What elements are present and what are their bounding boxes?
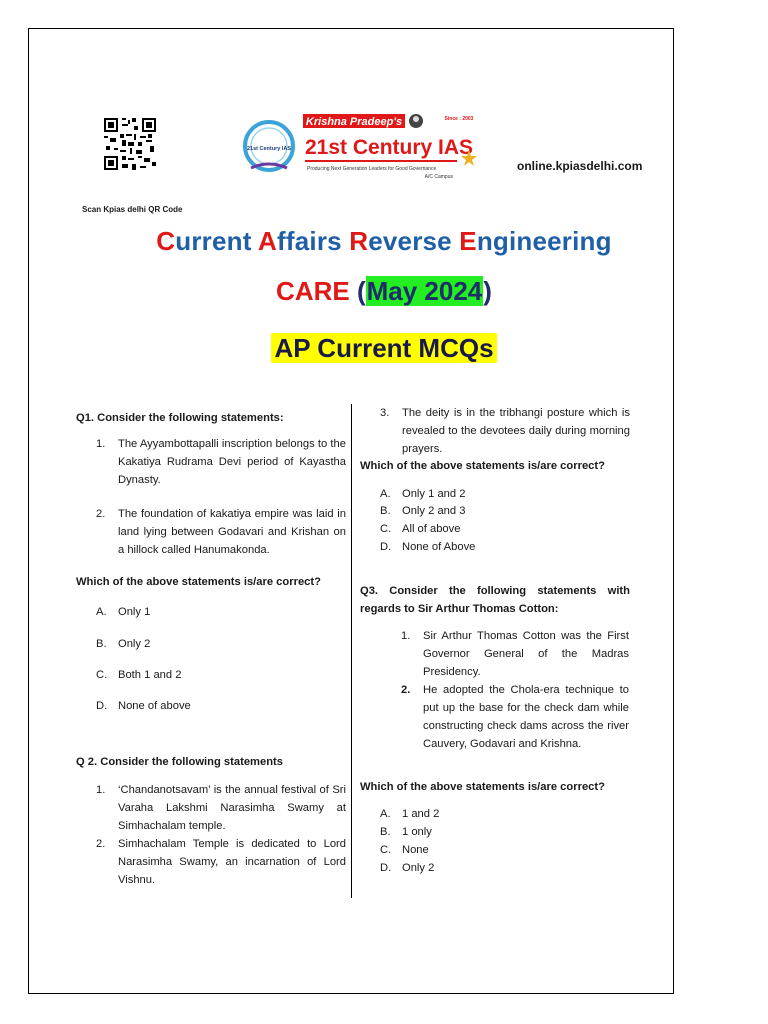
q3-statement: 1. Sir Arthur Thomas Cotton was the First Governor General of the Madras Presidency.	[401, 630, 629, 678]
q3-heading: Q3. Consider the following statements with regards to Sir Arthur Thomas Cotton:	[360, 585, 630, 615]
q3-option[interactable]: D. Only 2	[380, 862, 435, 874]
q1-option[interactable]: A. Only 1	[96, 606, 151, 618]
q2-option[interactable]: A. Only 1 and 2	[380, 488, 466, 500]
q3-option[interactable]: C. None	[380, 844, 429, 856]
q1-option[interactable]: D. None of above	[96, 700, 191, 712]
month-highlight: May 2024	[366, 276, 483, 306]
institute-logo	[243, 108, 483, 184]
title-care	[0, 276, 768, 307]
title-word: everse	[368, 226, 460, 256]
q2-statement: 3. The deity is in the tribhangi posture which is revealed to the devotees daily during morning prayers.	[380, 407, 630, 455]
care-label: CARE	[276, 276, 357, 306]
q1-statement: 2. The foundation of kakatiya empire was laid in land lying between Godavari and Krishan on a hillock called Hanumakonda.	[96, 508, 346, 556]
title-initial: E	[459, 226, 477, 256]
q2-option[interactable]: B. Only 2 and 3	[380, 505, 466, 517]
logo-circle-text: 21st Century IAS	[246, 146, 292, 152]
website-url[interactable]: online.kpiasdelhi.com	[517, 159, 643, 173]
logo-campus: A/C Campus	[424, 174, 453, 180]
q3-question: Which of the above statements is/are correct?	[360, 781, 605, 793]
q1-statement: 1. The Ayyambottapalli inscription belongs to the Kakatiya Rudrama Devi period of Kayastha Dynasty.	[96, 438, 346, 486]
q1-heading: Q1. Consider the following statements:	[76, 412, 284, 424]
q2-option[interactable]: C. All of above	[380, 523, 461, 535]
title-initial: A	[258, 226, 278, 256]
column-divider	[351, 404, 352, 898]
q2-statement: 2. Simhachalam Temple is dedicated to Lord Narasimha Swamy, an incarnation of Lord Vishnu.	[96, 838, 346, 886]
title-word: ngineering	[476, 226, 612, 256]
q1-option[interactable]: C. Both 1 and 2	[96, 669, 182, 681]
logo-tagline: Producing Next Generation Leaders for Good Governance	[307, 166, 437, 172]
title-word: ffairs	[277, 226, 350, 256]
q2-statement: 1. ‘Chandanotsavam’ is the annual festival of Sri Varaha Lakshmi Narasimha Swamy at Simhachalam temple.	[96, 784, 346, 832]
qr-caption: Scan Kpias delhi QR Code	[82, 205, 183, 214]
q1-question: Which of the above statements is/are correct?	[76, 576, 321, 588]
title-ap-mcqs	[0, 333, 768, 364]
q3-option[interactable]: A. 1 and 2	[380, 808, 440, 820]
ap-mcqs-highlight: AP Current MCQs	[271, 333, 496, 363]
title-current-affairs	[0, 226, 768, 257]
q1-option[interactable]: B. Only 2	[96, 638, 151, 650]
q2-question: Which of the above statements is/are correct?	[360, 460, 605, 472]
logo-name: Krishna Pradeep's	[305, 116, 403, 128]
title-word: urrent	[175, 226, 259, 256]
logo-since: Since : 2003	[444, 116, 474, 122]
logo-brand: 21st Century IAS	[305, 136, 474, 159]
q2-heading: Q 2. Consider the following statements	[76, 756, 283, 768]
open-paren: (	[356, 276, 366, 306]
qr-code-icon	[104, 118, 156, 170]
title-initial: R	[349, 226, 369, 256]
q3-option[interactable]: B. 1 only	[380, 826, 432, 838]
q3-statement: 2. He adopted the Chola-era technique to put up the base for the check dam while constructing check dams across the river Cauvery, Godavari and Krishna.	[401, 684, 629, 750]
close-paren: )	[483, 276, 492, 306]
title-initial: C	[156, 226, 176, 256]
q2-option[interactable]: D. None of Above	[380, 541, 476, 553]
